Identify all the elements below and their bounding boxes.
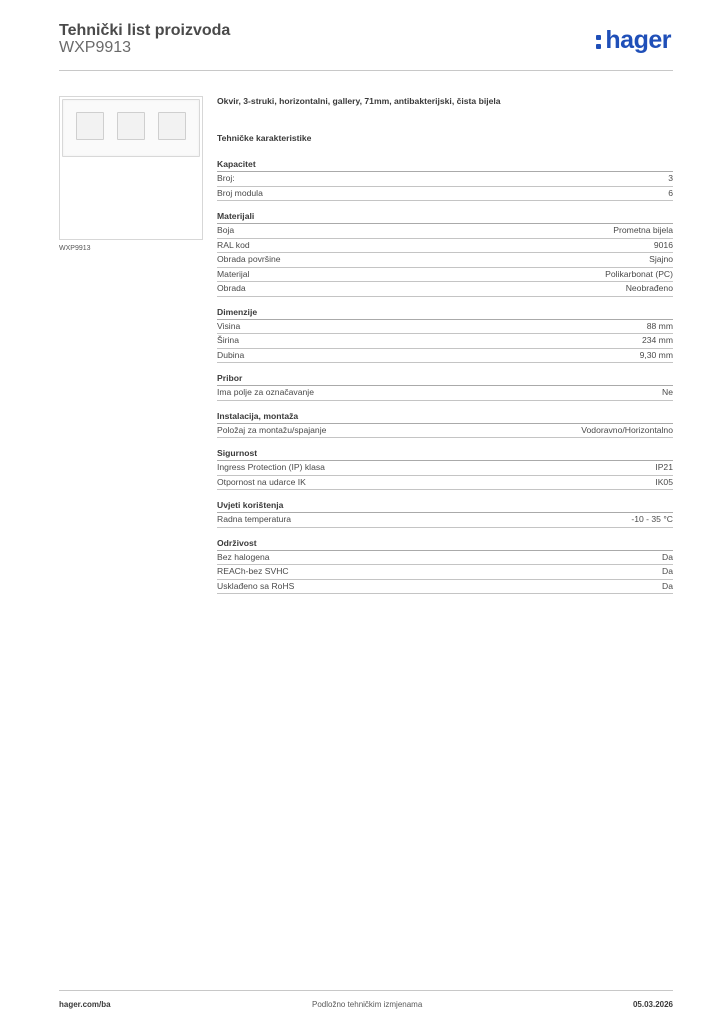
spec-row — [217, 551, 673, 566]
page-footer — [59, 990, 673, 1009]
spec-row — [217, 386, 673, 401]
spec-label: Materijal — [217, 268, 250, 279]
spec-row — [217, 187, 673, 202]
spec-label: Obrada — [217, 283, 246, 293]
spec-label: Ima polje za označavanje — [217, 387, 314, 397]
spec-value: 6 — [668, 187, 673, 198]
footer-notice: Podložno tehničkim izmjenama — [312, 1000, 423, 1009]
spec-group — [217, 410, 673, 439]
page-header — [59, 20, 673, 71]
spec-group-title: Kapacitet — [217, 158, 673, 172]
document-title: Tehnički list proizvoda — [59, 22, 231, 39]
spec-group-title: Dimenzije — [217, 306, 673, 320]
spec-row — [217, 253, 673, 268]
frame-slot — [158, 112, 186, 140]
product-code: WXP9913 — [59, 39, 132, 56]
spec-value: 3 — [668, 173, 673, 183]
spec-row — [217, 565, 673, 580]
spec-row — [217, 334, 673, 349]
spec-label: Obrada površine — [217, 254, 281, 264]
footer-website[interactable]: hager.com/ba — [59, 1000, 111, 1009]
spec-value: 9,30 mm — [639, 349, 673, 360]
spec-row — [217, 320, 673, 335]
spec-row — [217, 580, 673, 595]
spec-label: Ingress Protection (IP) klasa — [217, 462, 325, 472]
spec-row — [217, 172, 673, 187]
spec-group-title: Uvjeti korištenja — [217, 499, 673, 513]
spec-label: Radna temperatura — [217, 514, 292, 524]
image-caption: WXP9913 — [59, 245, 91, 252]
spec-group — [217, 447, 673, 490]
spec-group-title: Pribor — [217, 372, 673, 386]
spec-value: Neobrađeno — [625, 283, 673, 293]
spec-row — [217, 424, 673, 439]
spec-group — [217, 210, 673, 297]
spec-value: 9016 — [653, 239, 673, 250]
footer-date: 05.03.2026 — [632, 1000, 673, 1009]
spec-row — [217, 282, 673, 297]
spec-label: Usklađeno sa RoHS — [217, 580, 295, 591]
spec-value: Prometna bijela — [613, 225, 673, 235]
spec-label: Broj modula — [217, 187, 263, 198]
spec-content — [217, 96, 673, 603]
spec-group-title: Materijali — [217, 210, 673, 224]
spec-group-title: Instalacija, montaža — [217, 410, 673, 424]
spec-label: Položaj za montažu/spajanje — [217, 424, 327, 435]
spec-value: Da — [662, 551, 673, 562]
spec-group-title: Sigurnost — [217, 447, 673, 461]
hager-logo — [605, 26, 671, 56]
spec-label: Širina — [217, 335, 239, 345]
spec-value: Ne — [662, 387, 673, 397]
spec-value: 234 mm — [641, 335, 673, 345]
spec-row — [217, 461, 673, 476]
spec-group — [217, 158, 673, 201]
spec-value: IP21 — [655, 462, 673, 472]
spec-value: Da — [662, 580, 673, 591]
spec-value: 88 mm — [646, 320, 673, 331]
spec-groups — [217, 158, 673, 594]
frame-illustration — [62, 99, 200, 157]
spec-row — [217, 268, 673, 283]
logo-text: hager — [605, 26, 671, 54]
spec-heading: Tehničke karakteristike — [217, 133, 312, 143]
spec-row — [217, 476, 673, 491]
spec-value: Vodoravno/Horizontalno — [581, 424, 673, 435]
spec-row — [217, 224, 673, 239]
spec-label: Dubina — [217, 349, 245, 360]
frame-slot — [76, 112, 104, 140]
product-description: Okvir, 3-struki, horizontalni, gallery, 71mm, antibakterijski, čista bijela — [217, 96, 501, 106]
spec-value: Da — [662, 566, 673, 576]
spec-group — [217, 372, 673, 401]
spec-row — [217, 239, 673, 254]
spec-label: RAL kod — [217, 239, 250, 250]
spec-group — [217, 306, 673, 364]
spec-label: Visina — [217, 320, 241, 331]
spec-label: Broj: — [217, 173, 235, 183]
spec-value: Polikarbonat (PC) — [605, 268, 673, 279]
spec-label: Otpornost na udarce IK — [217, 476, 306, 487]
spec-value: IK05 — [655, 476, 673, 487]
spec-group — [217, 499, 673, 528]
spec-value: -10 - 35 °C — [631, 514, 673, 524]
spec-value: Sjajno — [649, 254, 673, 264]
spec-label: REACh-bez SVHC — [217, 566, 289, 576]
spec-label: Boja — [217, 225, 235, 235]
spec-row — [217, 513, 673, 528]
spec-group-title: Održivost — [217, 537, 673, 551]
product-image — [59, 96, 203, 240]
frame-slot — [117, 112, 145, 140]
logo-colon-dot — [596, 35, 601, 40]
spec-label: Bez halogena — [217, 551, 270, 562]
logo-colon-dot — [596, 44, 601, 49]
spec-row — [217, 349, 673, 364]
spec-group — [217, 537, 673, 595]
